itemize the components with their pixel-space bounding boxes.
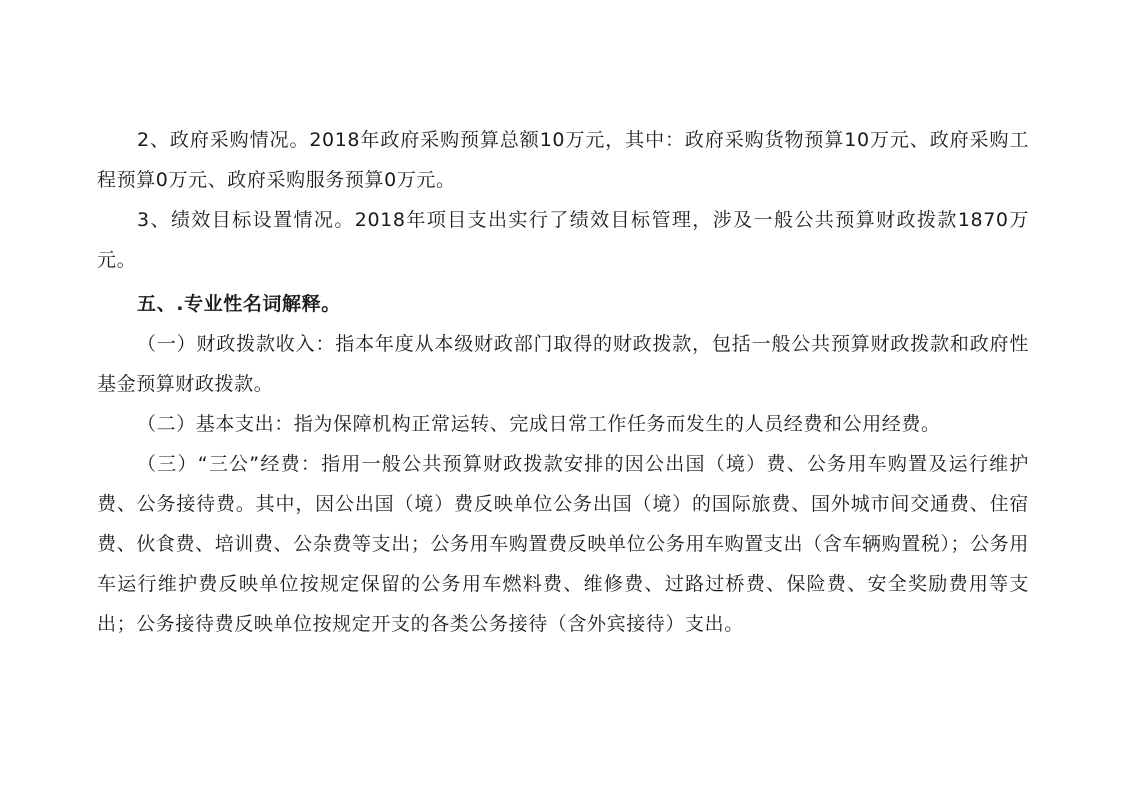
definition-fiscal-income: （一）财政拨款收入：指本年度从本级财政部门取得的财政拨款，包括一般公共预算财政拨款和政府性基金预算财政拨款。 [97, 333, 1029, 395]
document-body [97, 120, 1029, 644]
definition-three-public: （三）“三公”经费：指用一般公共预算财政拨款安排的因公出国（境）费、公务用车购置及运行维护费、公务接待费。其中，因公出国（境）费反映单位公务出国（境）的国际旅费、国外城市间交通费、住宿费、伙食费、培训费、公杂费等支出；公务用车购置费反映单位公务用车购置支出（含车辆购置税）；公务用车运行维护费反映单位按规定保留的公务用车燃料费、维修费、过路过桥费、保险费、安全奖励费用等支出；公务接待费反映单位按规定开支的各类公务接待（含外宾接待）支出。 [97, 453, 1029, 635]
section-heading: 五、.专业性名词解释。 [137, 293, 341, 315]
paragraph-performance: 3、绩效目标设置情况。2018年项目支出实行了绩效目标管理，涉及一般公共预算财政拨款1870万元。 [97, 209, 1029, 271]
paragraph-procurement: 2、政府采购情况。2018年政府采购预算总额10万元，其中：政府采购货物预算10万元、政府采购工程预算0万元、政府采购服务预算0万元。 [97, 129, 1029, 191]
definition-basic-expenditure: （二）基本支出：指为保障机构正常运转、完成日常工作任务而发生的人员经费和公用经费。 [137, 413, 941, 435]
